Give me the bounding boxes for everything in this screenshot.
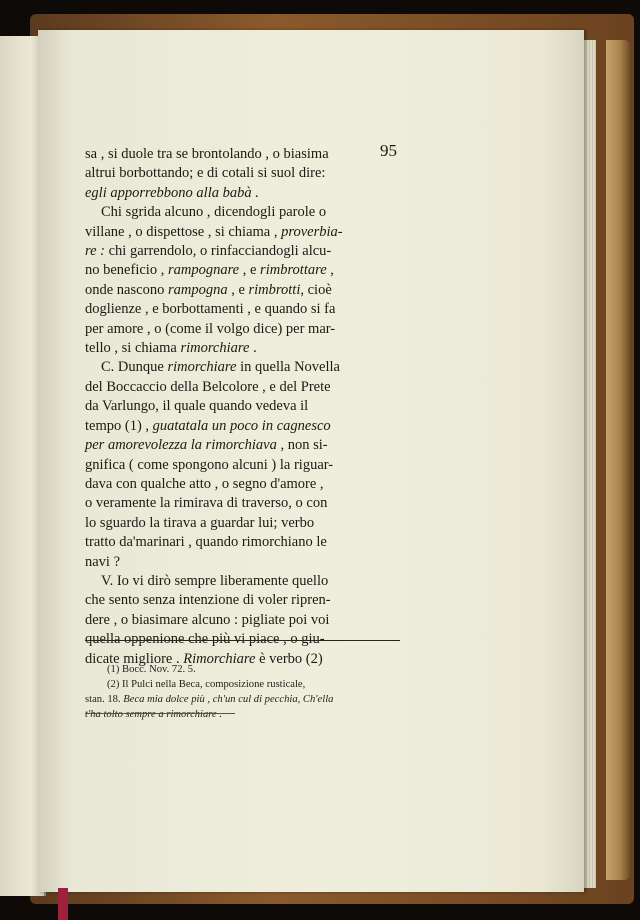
text-line bbox=[85, 300, 400, 319]
text-span: onde nascono bbox=[85, 281, 168, 298]
text-span: lo sguardo la tirava a guardar lui; verbo bbox=[85, 514, 315, 531]
bookmark-ribbon bbox=[58, 888, 68, 920]
text-line bbox=[85, 397, 400, 416]
text-span: sa , si duole tra se brontolando , o biasima bbox=[85, 146, 329, 162]
text-span: Chi sgrida alcuno , dicendogli parole o bbox=[101, 204, 327, 221]
text-line bbox=[85, 242, 400, 261]
text-span: dere , o biasimare alcuno : pigliate poi voi bbox=[85, 611, 330, 628]
text-line bbox=[85, 164, 400, 183]
text-line bbox=[85, 572, 400, 591]
text-span-italic: egli apporrebbono alla babà . bbox=[85, 184, 259, 201]
text-span: dicate migliore . bbox=[85, 650, 184, 667]
text-span: villane , o dispettose , si chiama , bbox=[85, 223, 282, 240]
footnote-separator bbox=[85, 640, 400, 641]
text-span: o veramente la rimirava di traverso, o con bbox=[85, 495, 328, 512]
text-span: , e bbox=[239, 262, 261, 279]
footnote-2-line bbox=[85, 692, 400, 707]
text-span: C. Dunque bbox=[101, 359, 168, 376]
text-line bbox=[85, 436, 400, 455]
text-line bbox=[85, 358, 400, 377]
text-span-italic: per amorevolezza la rimorchiava bbox=[85, 437, 277, 454]
text-line bbox=[85, 591, 400, 610]
text-span: , non si- bbox=[276, 437, 328, 454]
text-span: (2) Il Pulci nella Beca, composizione rusticale, bbox=[107, 679, 306, 690]
cover-edge bbox=[606, 40, 630, 880]
body-text bbox=[85, 145, 400, 669]
text-span: gnifica ( come spongono alcuni ) la riguar- bbox=[85, 456, 334, 473]
text-span: . bbox=[249, 340, 257, 357]
text-span: chi garrendolo, o rinfacciandogli alcu- bbox=[105, 243, 332, 260]
text-span-italic: re : bbox=[85, 243, 105, 260]
text-span: (1) Bocc. Nov. 72. 5. bbox=[107, 664, 196, 675]
text-span-italic: Beca mia dolce più , ch'un cul di pecchia, Ch'ella bbox=[123, 694, 334, 705]
footnote-2 bbox=[85, 677, 400, 692]
text-span-italic: rimorchiare bbox=[180, 340, 250, 357]
text-span-italic: rimorchiare bbox=[167, 359, 237, 376]
text-span: stan. 18. bbox=[85, 694, 124, 705]
text-line bbox=[85, 611, 400, 630]
text-line bbox=[85, 553, 400, 572]
text-span: no beneficio , bbox=[85, 262, 168, 279]
text-span: navi ? bbox=[85, 553, 121, 570]
text-line bbox=[85, 281, 400, 300]
text-span-italic: t'ha tolto sempre a rimorchiare . bbox=[85, 709, 223, 720]
text-span: doglienze , e borbottamenti , e quando si fa bbox=[85, 301, 336, 318]
text-span-italic: rimbrottare bbox=[260, 262, 327, 279]
footnote-2-line bbox=[85, 707, 400, 722]
text-line bbox=[85, 456, 400, 475]
text-span: è verbo (2) bbox=[255, 650, 323, 667]
text-line bbox=[85, 261, 400, 280]
text-span: , bbox=[326, 262, 334, 279]
text-span: che sento senza intenzione di voler ripren- bbox=[85, 592, 331, 609]
text-span: da Varlungo, il quale quando vedeva il bbox=[85, 398, 309, 415]
text-span: del Boccaccio della Belcolore , e del Prete bbox=[85, 378, 331, 395]
footnote-1 bbox=[85, 662, 400, 677]
text-line bbox=[85, 475, 400, 494]
text-span-italic: rimbrotti bbox=[248, 281, 301, 298]
text-line bbox=[85, 223, 400, 242]
text-line bbox=[85, 339, 400, 358]
text-span-italic: rampognare bbox=[167, 262, 240, 279]
text-line bbox=[85, 514, 400, 533]
text-line bbox=[85, 203, 400, 222]
text-line bbox=[85, 145, 400, 164]
text-span: , e bbox=[227, 281, 249, 298]
text-span: quella oppenione che più vi piace , o giu- bbox=[85, 631, 325, 648]
text-span-italic: rampogna bbox=[167, 281, 228, 298]
text-span: V. Io vi dirò sempre liberamente quello bbox=[101, 572, 329, 589]
footnote-end-rule bbox=[85, 713, 235, 714]
page-number: 95 bbox=[380, 141, 397, 160]
text-line bbox=[85, 184, 400, 203]
text-span-italic: proverbia- bbox=[281, 223, 343, 240]
text-span: altrui borbottando; e di cotali si suol dire: bbox=[85, 165, 326, 182]
text-line bbox=[85, 533, 400, 552]
text-span: in quella Novella bbox=[236, 359, 340, 376]
text-span: tello , si chiama bbox=[85, 340, 181, 357]
text-line bbox=[85, 494, 400, 513]
text-line bbox=[85, 378, 400, 397]
text-span-italic: guatatala un poco in cagnesco bbox=[152, 417, 331, 434]
text-line bbox=[85, 320, 400, 339]
text-span: tempo (1) , bbox=[85, 417, 153, 434]
text-line bbox=[85, 417, 400, 436]
text-span: per amore , o (come il volgo dice) per mar- bbox=[85, 320, 336, 337]
text-span: tratto da'marinari , quando rimorchiano le bbox=[85, 534, 327, 551]
text-span-italic: Rimorchiare bbox=[183, 650, 256, 667]
text-span: dava con qualche atto , o segno d'amore , bbox=[85, 475, 324, 492]
text-span: , cioè bbox=[300, 281, 332, 298]
